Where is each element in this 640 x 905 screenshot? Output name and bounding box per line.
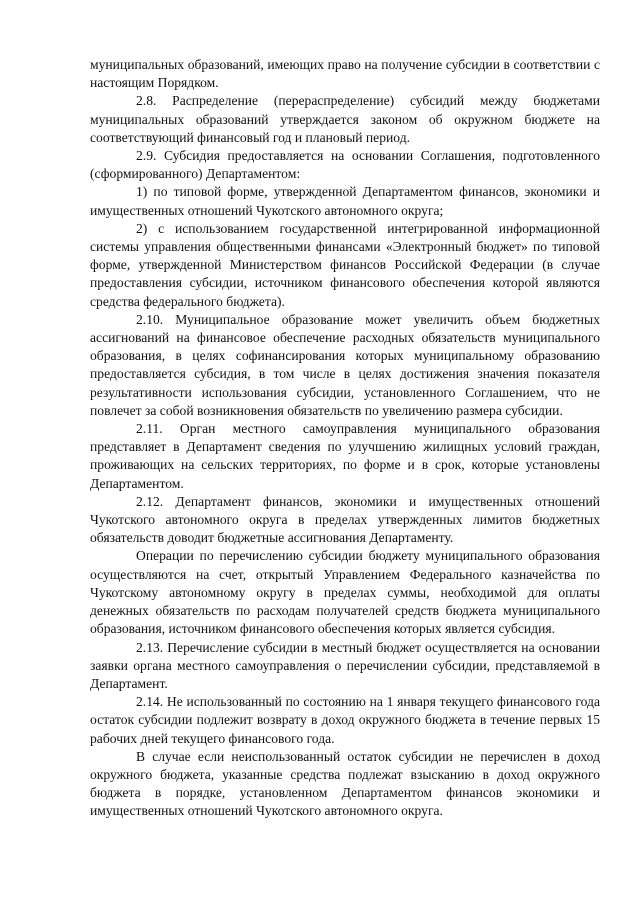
paragraph-2-14: 2.14. Не использованный по состоянию на 1 января текущего финансового года остаток субсидии подлежит возврату в доход окружного бюджета в течение первых 15 рабочих дней текущего финансового года. [90, 694, 600, 746]
paragraph-2-9-item-2: 2) с использованием государственной интегрированной информационной системы управления общественными финансами «Электронный бюджет» по типовой форме, утвержденной Министерством финансов Российской Федерации (в случае предоставления субсидии, источником финансового обеспечения которой являются средства федерального бюджета). [90, 220, 600, 309]
paragraph-2-13: 2.13. Перечисление субсидии в местный бюджет осуществляется на основании заявки органа местного самоуправления о перечислении субсидии, представляемой в Департамент. [90, 639, 600, 691]
paragraph-continuation: муниципальных образований, имеющих право на получение субсидии в соответствии с настоящим Порядком. [90, 57, 600, 91]
paragraph-2-14-recovery: В случае если неиспользованный остаток субсидии не перечислен в доход окружного бюджета, указанные средства подлежат взысканию в доход окружного бюджета в порядке, установленном Департаментом финансов экономики и имущественных отношений Чукотского автономного округа. [90, 748, 600, 819]
paragraph-2-9-item-1: 1) по типовой форме, утвержденной Департаментом финансов, экономики и имущественных отношений Чукотского автономного округа; [90, 184, 600, 218]
paragraph-2-12-operations: Операции по перечислению субсидии бюджету муниципального образования осуществляются на счет, открытый Управлением Федерального казначейства по Чукотскому автономному округу в пределах суммы, необходимой для оплаты денежных обязательств по расходам получателей средств бюджета муниципального образования, источником финансового обеспечения которых является субсидия. [90, 548, 600, 637]
document-page [90, 56, 600, 821]
paragraph-2-9: 2.9. Субсидия предоставляется на основании Соглашения, подготовленного (сформированного) Департаментом: [90, 148, 600, 182]
paragraph-2-12: 2.12. Департамент финансов, экономики и имущественных отношений Чукотского автономного округа в пределах утвержденных лимитов бюджетных обязательств доводит бюджетные ассигнования Департаменту. [90, 493, 600, 546]
paragraph-2-10: 2.10. Муниципальное образование может увеличить объем бюджетных ассигнований на финансовое обеспечение расходных обязательств муниципального образования, в целях софинансирования которых муниципальному образованию предоставляется субсидия, в том числе в целях достижения значения показателя результативности использования субсидии, установленного Соглашением, что не повлечет за собой возникновения обязательств по увеличению размера субсидии. [90, 311, 600, 418]
paragraph-2-11: 2.11. Орган местного самоуправления муниципального образования представляет в Департамент сведения по улучшению жилищных условий граждан, проживающих на сельских территориях, по форме и в срок, которые установлены Департаментом. [90, 421, 600, 491]
paragraph-2-8: 2.8. Распределение (перераспределение) субсидий между бюджетами муниципальных образований утверждается законом об окружном бюджете на соответствующий финансовый год и плановый период. [90, 93, 600, 145]
